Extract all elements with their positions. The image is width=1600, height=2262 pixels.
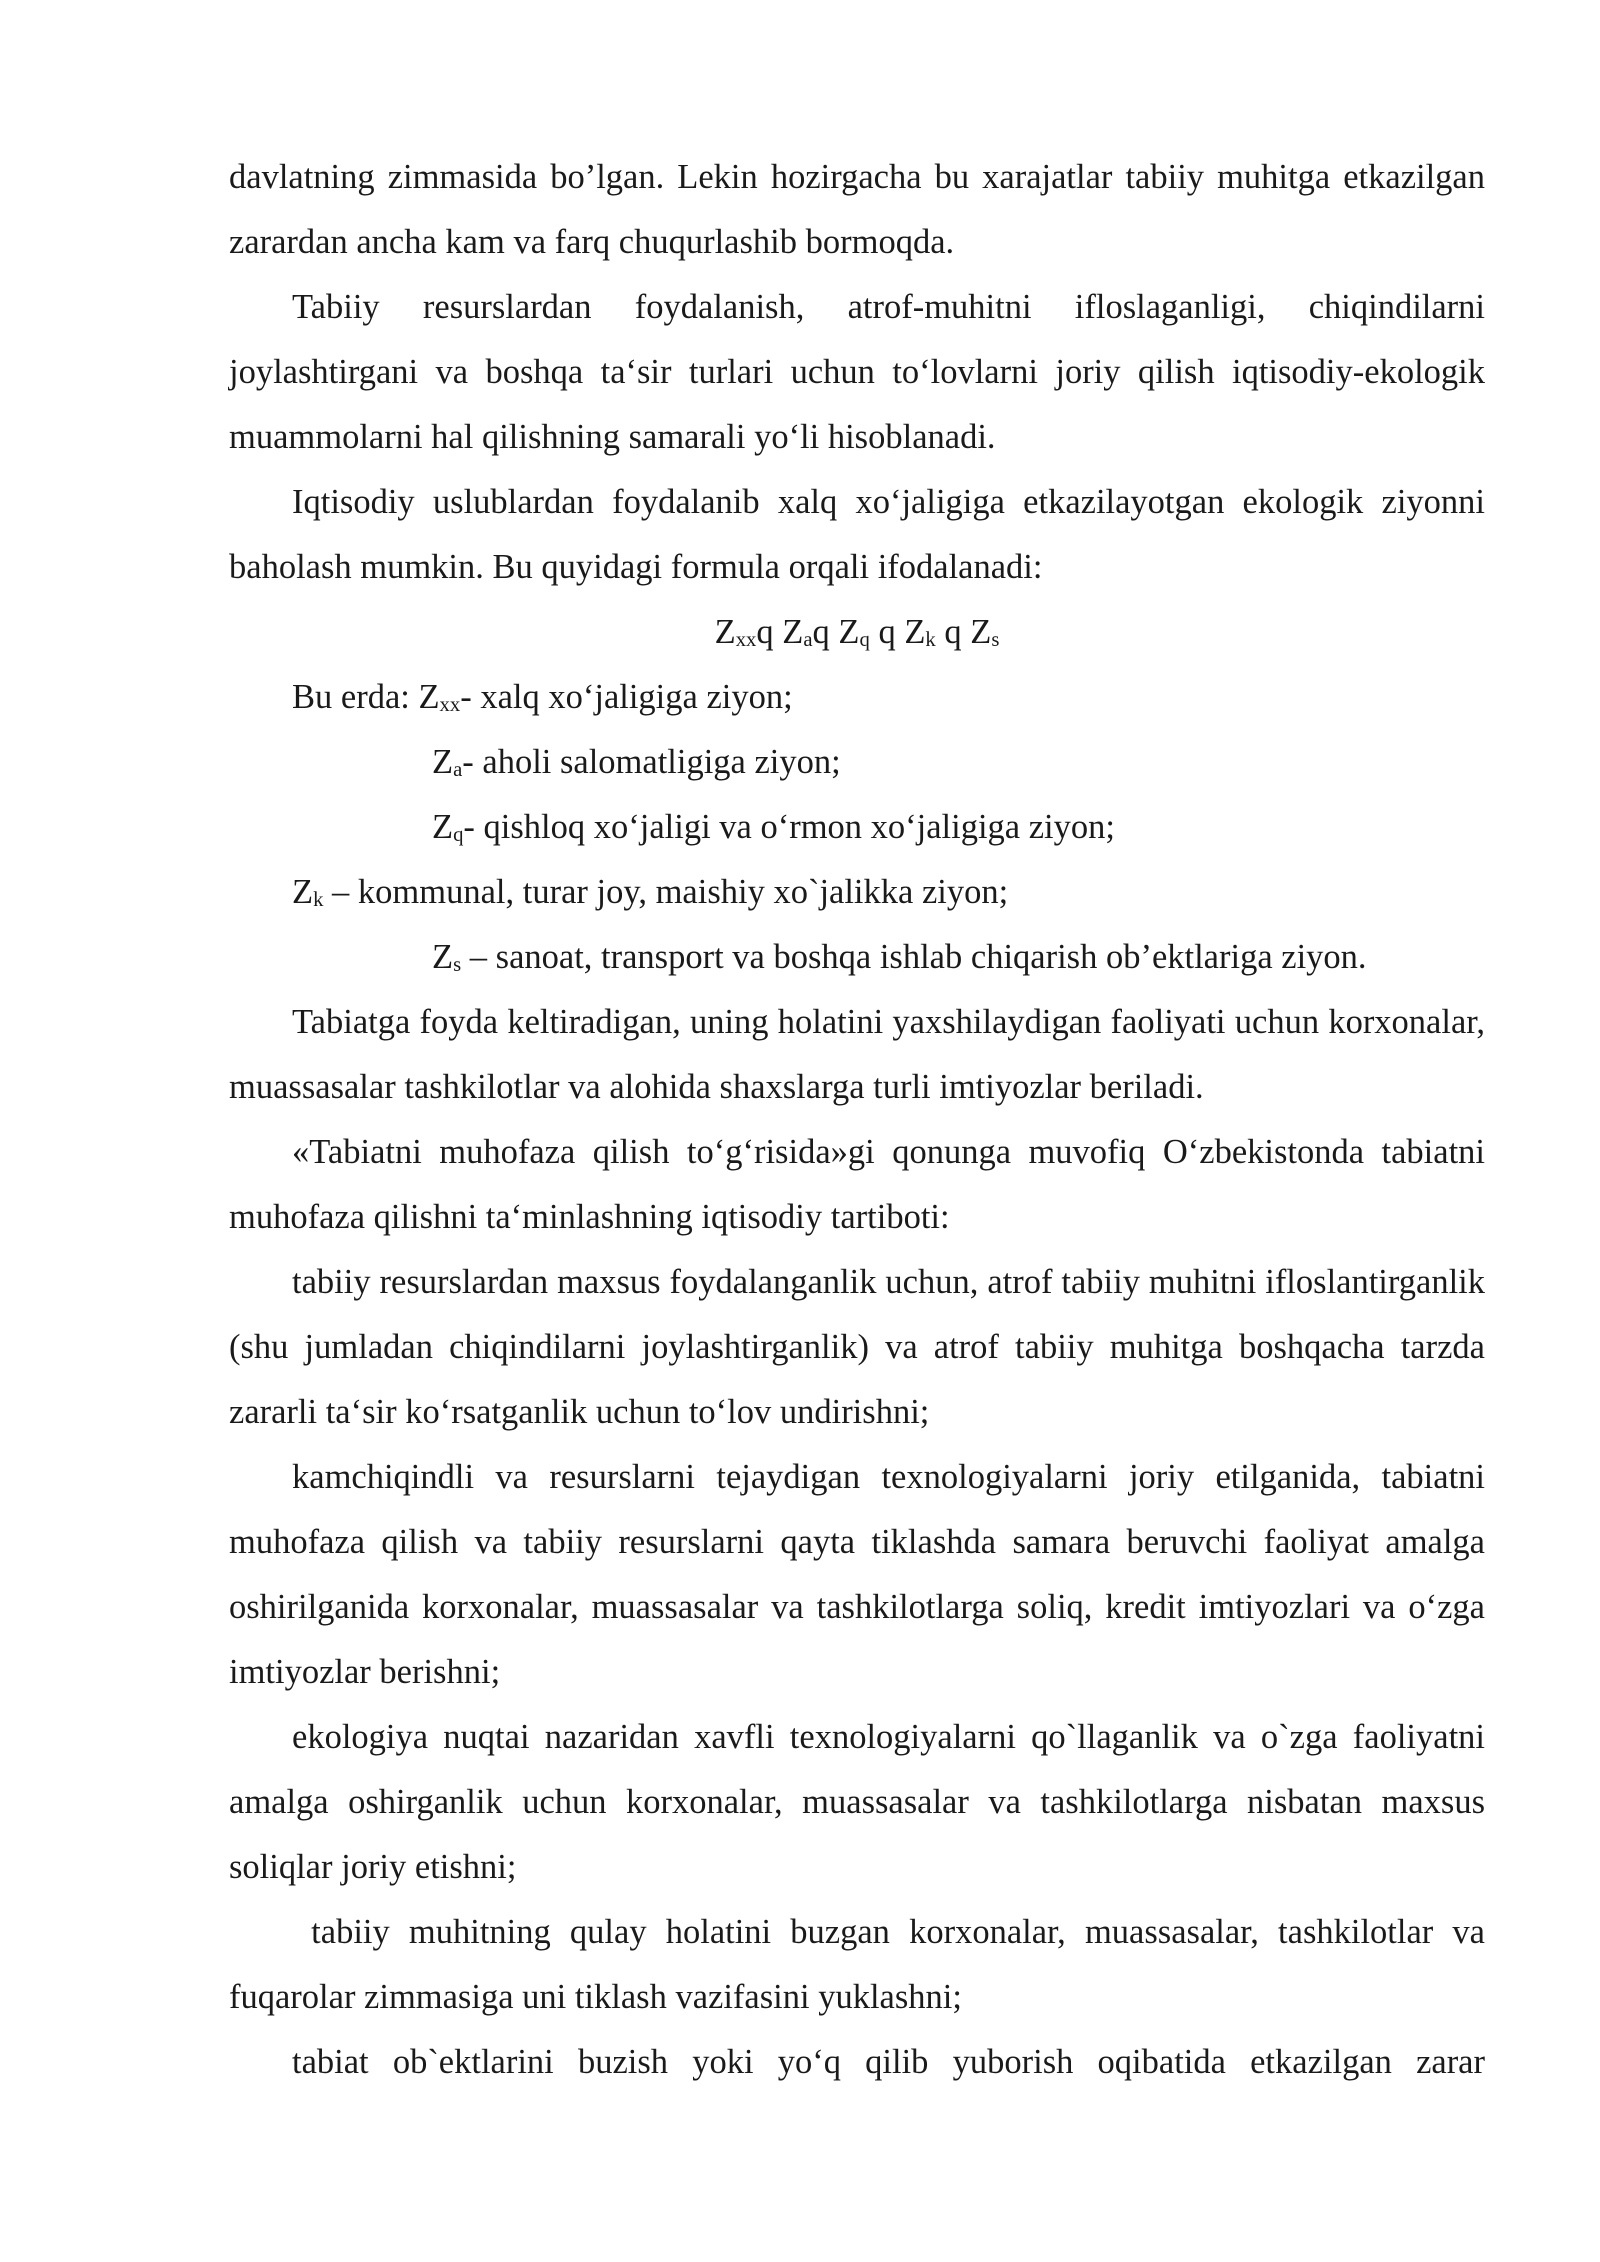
paragraph-5: «Tabiatni muhofaza qilish to‘g‘risida»gi qonunga muvofiq O‘zbekistonda tabiatni muhofaza qilishni ta‘minlashning iqtisodiy tartiboti:: [229, 1133, 1485, 1236]
def-z: Z: [432, 743, 454, 781]
formula-sub-a: a: [803, 629, 813, 652]
def-z: Z: [418, 678, 440, 716]
formula-z: Z: [970, 613, 992, 651]
def-text: - xalq xo‘jaligiga ziyon;: [460, 678, 793, 716]
def-text: – sanoat, transport va boshqa ishlab chiqarish ob’ektlariga ziyon.: [461, 938, 1367, 976]
document-page: [229, 145, 1494, 2095]
paragraph-1: davlatning zimmasida bo’lgan. Lekin hozirgacha bu xarajatlar tabiiy muhitga etkazilgan zarardan ancha kam va farq chuqurlashib bormoqda.: [229, 158, 1485, 261]
formula-z: Z: [782, 613, 804, 651]
formula-sub-k: k: [925, 629, 936, 652]
def-text: - qishloq xo‘jaligi va o‘rmon xo‘jaligiga ziyon;: [463, 808, 1115, 846]
def-text: - aholi salomatligiga ziyon;: [462, 743, 841, 781]
def-z: Z: [432, 938, 454, 976]
formula-op: q: [812, 613, 839, 651]
formula-op: q: [935, 613, 971, 651]
def-sub-xx: xx: [439, 694, 461, 717]
def-sub-q: q: [453, 824, 464, 847]
formula-op: q: [869, 613, 905, 651]
formula-z: Z: [838, 613, 860, 651]
def-z: Z: [432, 808, 454, 846]
paragraph-10: tabiat ob`ektlarini buzish yoki yo‘q qilib yuborish oqibatida etkazilgan zarar: [292, 2043, 1485, 2081]
definition-zs: [229, 925, 1485, 990]
formula-op: q: [756, 613, 783, 651]
paragraph-2: Tabiiy resurslardan foydalanish, atrof-muhitni ifloslaganligi, chiqindilarni joylashtirgani va boshqa ta‘sir turlari uchun to‘lovlarni joriy qilish iqtisodiy-ekologik muammolarni hal qilishning samarali yo‘li hisoblanadi.: [229, 288, 1485, 456]
def-sub-a: a: [453, 759, 463, 782]
damage-formula: [229, 600, 1485, 665]
formula-z: Z: [714, 613, 736, 651]
formula-sub-xx: xx: [735, 629, 757, 652]
definition-zk: [229, 860, 1485, 925]
paragraph-4: Tabiatga foyda keltiradigan, uning holatini yaxshilaydigan faoliyati uchun korxonalar, muassasalar tashkilotlar va alohida shaxslarga turli imtiyozlar beriladi.: [229, 1003, 1485, 1106]
formula-sub-s: s: [991, 629, 1000, 652]
def-sub-s: s: [453, 954, 462, 977]
formula-z: Z: [904, 613, 926, 651]
paragraph-9: tabiiy muhitning qulay holatini buzgan korxonalar, muassasalar, tashkilotlar va fuqarolar zimmasiga uni tiklash vazifasini yuklashni;: [229, 1913, 1494, 2016]
def-text: – kommunal, turar joy, maishiy xo`jalikka ziyon;: [323, 873, 1009, 911]
definition-zxx: [229, 665, 1485, 730]
paragraph-6: tabiiy resurslardan maxsus foydalanganlik uchun, atrof tabiiy muhitni ifloslantirganlik (shu jumladan chiqindilarni joylashtirganlik) va atrof tabiiy muhitga boshqacha tarzda zararli ta‘sir ko‘rsatganlik uchun to‘lov undirishni;: [229, 1263, 1485, 1431]
def-z: Z: [292, 873, 314, 911]
paragraph-3: Iqtisodiy uslublardan foydalanib xalq xo‘jaligiga etkazilayotgan ekologik ziyonni baholash mumkin. Bu quyidagi formula orqali ifodalanadi:: [229, 483, 1485, 586]
formula-sub-q: q: [859, 629, 870, 652]
paragraph-8: ekologiya nuqtai nazaridan xavfli texnologiyalarni qo`llaganlik va o`zga faoliyatni amalga oshirganlik uchun korxonalar, muassasalar va tashkilotlarga nisbatan maxsus soliqlar joriy etishni;: [229, 1718, 1485, 1886]
def-sub-k: k: [313, 889, 324, 912]
definitions-intro: Bu erda:: [292, 678, 419, 716]
definition-zq: [229, 795, 1485, 860]
definition-za: [229, 730, 1485, 795]
paragraph-7: kamchiqindli va resurslarni tejaydigan texnologiyalarni joriy etilganida, tabiatni muhofaza qilish va tabiiy resurslarni qayta tiklashda samara beruvchi faoliyat amalga oshirilganida korxonalar, muassasalar va tashkilotlarga soliq, kredit imtiyozlari va o‘zga imtiyozlar berishni;: [229, 1458, 1485, 1691]
